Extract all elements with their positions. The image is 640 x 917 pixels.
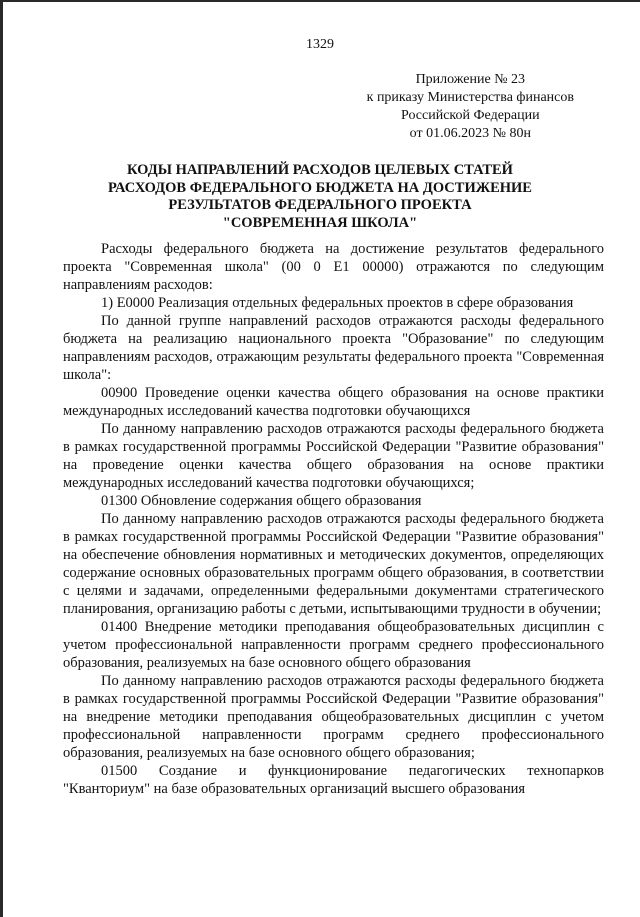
- code-01300-description: По данному направлению расходов отражаются расходы федерального бюджета в рамках государственной программы Российской Федерации "Развитие образования" на обеспечение обновления нормативных и методических документов, определяющих содержание основных образовательных программ общего образования, в соответствии с целями и задачами, определенными федеральными документами стратегического планирования, организацию работы с детьми, испытывающими трудности в обучении;: [63, 511, 604, 617]
- code-00900-heading: 00900 Проведение оценки качества общего образования на основе практики международных исследований качества подготовки обучающихся: [63, 385, 604, 419]
- title-line: КОДЫ НАПРАВЛЕНИЙ РАСХОДОВ ЦЕЛЕВЫХ СТАТЕЙ: [127, 162, 513, 178]
- intro-paragraph: Расходы федерального бюджета на достижение результатов федерального проекта "Современная школа" (00 0 Е1 00000) отражаются по следующим направлениям расходов:: [63, 241, 604, 293]
- document-body: [63, 240, 604, 798]
- group-heading: 1) Е0000 Реализация отдельных федеральных проектов в сфере образования: [101, 295, 574, 311]
- code-01300-heading: 01300 Обновление содержания общего образования: [101, 493, 422, 509]
- title-line: РАСХОДОВ ФЕДЕРАЛЬНОГО БЮДЖЕТА НА ДОСТИЖЕНИЕ: [108, 179, 532, 196]
- appendix-header: [367, 71, 574, 143]
- scan-edge-left: [0, 0, 3, 917]
- page-number: 1329: [306, 37, 334, 52]
- appendix-line: от 01.06.2023 № 80н: [409, 126, 531, 141]
- appendix-line: к приказу Министерства финансов: [366, 90, 574, 105]
- scan-edge-top: [0, 0, 640, 2]
- code-01400-heading: 01400 Внедрение методики преподавания общеобразовательных дисциплин с учетом профессиональной направленности программ среднего профессионального образования, реализуемых на базе основного общего образования: [63, 619, 604, 671]
- code-01500-heading: 01500 Создание и функционирование педагогических технопарков "Кванториум" на базе образовательных организаций высшего образования: [63, 763, 604, 797]
- group-description: По данной группе направлений расходов отражаются расходы федерального бюджета на реализацию национального проекта "Образование" по следующим направлениям расходов, отражающим результаты федерального проекта "Современная школа":: [63, 313, 604, 383]
- appendix-line: Приложение № 23: [415, 72, 526, 87]
- appendix-line: Российской Федерации: [401, 108, 540, 123]
- title-line: "СОВРЕМЕННАЯ ШКОЛА": [222, 214, 418, 231]
- code-01400-description: По данному направлению расходов отражаются расходы федерального бюджета в рамках государственной программы Российской Федерации "Развитие образования" на внедрение методики преподавания общеобразовательных дисциплин с учетом профессиональной направленности программ среднего профессионального образования, реализуемых на базе основного общего образования;: [63, 673, 604, 761]
- code-00900-description: По данному направлению расходов отражаются расходы федерального бюджета в рамках государственной программы Российской Федерации "Развитие образования" на проведение оценки качества общего образования на основе практики международных исследований качества подготовки обучающихся;: [63, 421, 604, 491]
- title-line: РЕЗУЛЬТАТОВ ФЕДЕРАЛЬНОГО ПРОЕКТА: [168, 197, 472, 213]
- document-title: [0, 162, 640, 232]
